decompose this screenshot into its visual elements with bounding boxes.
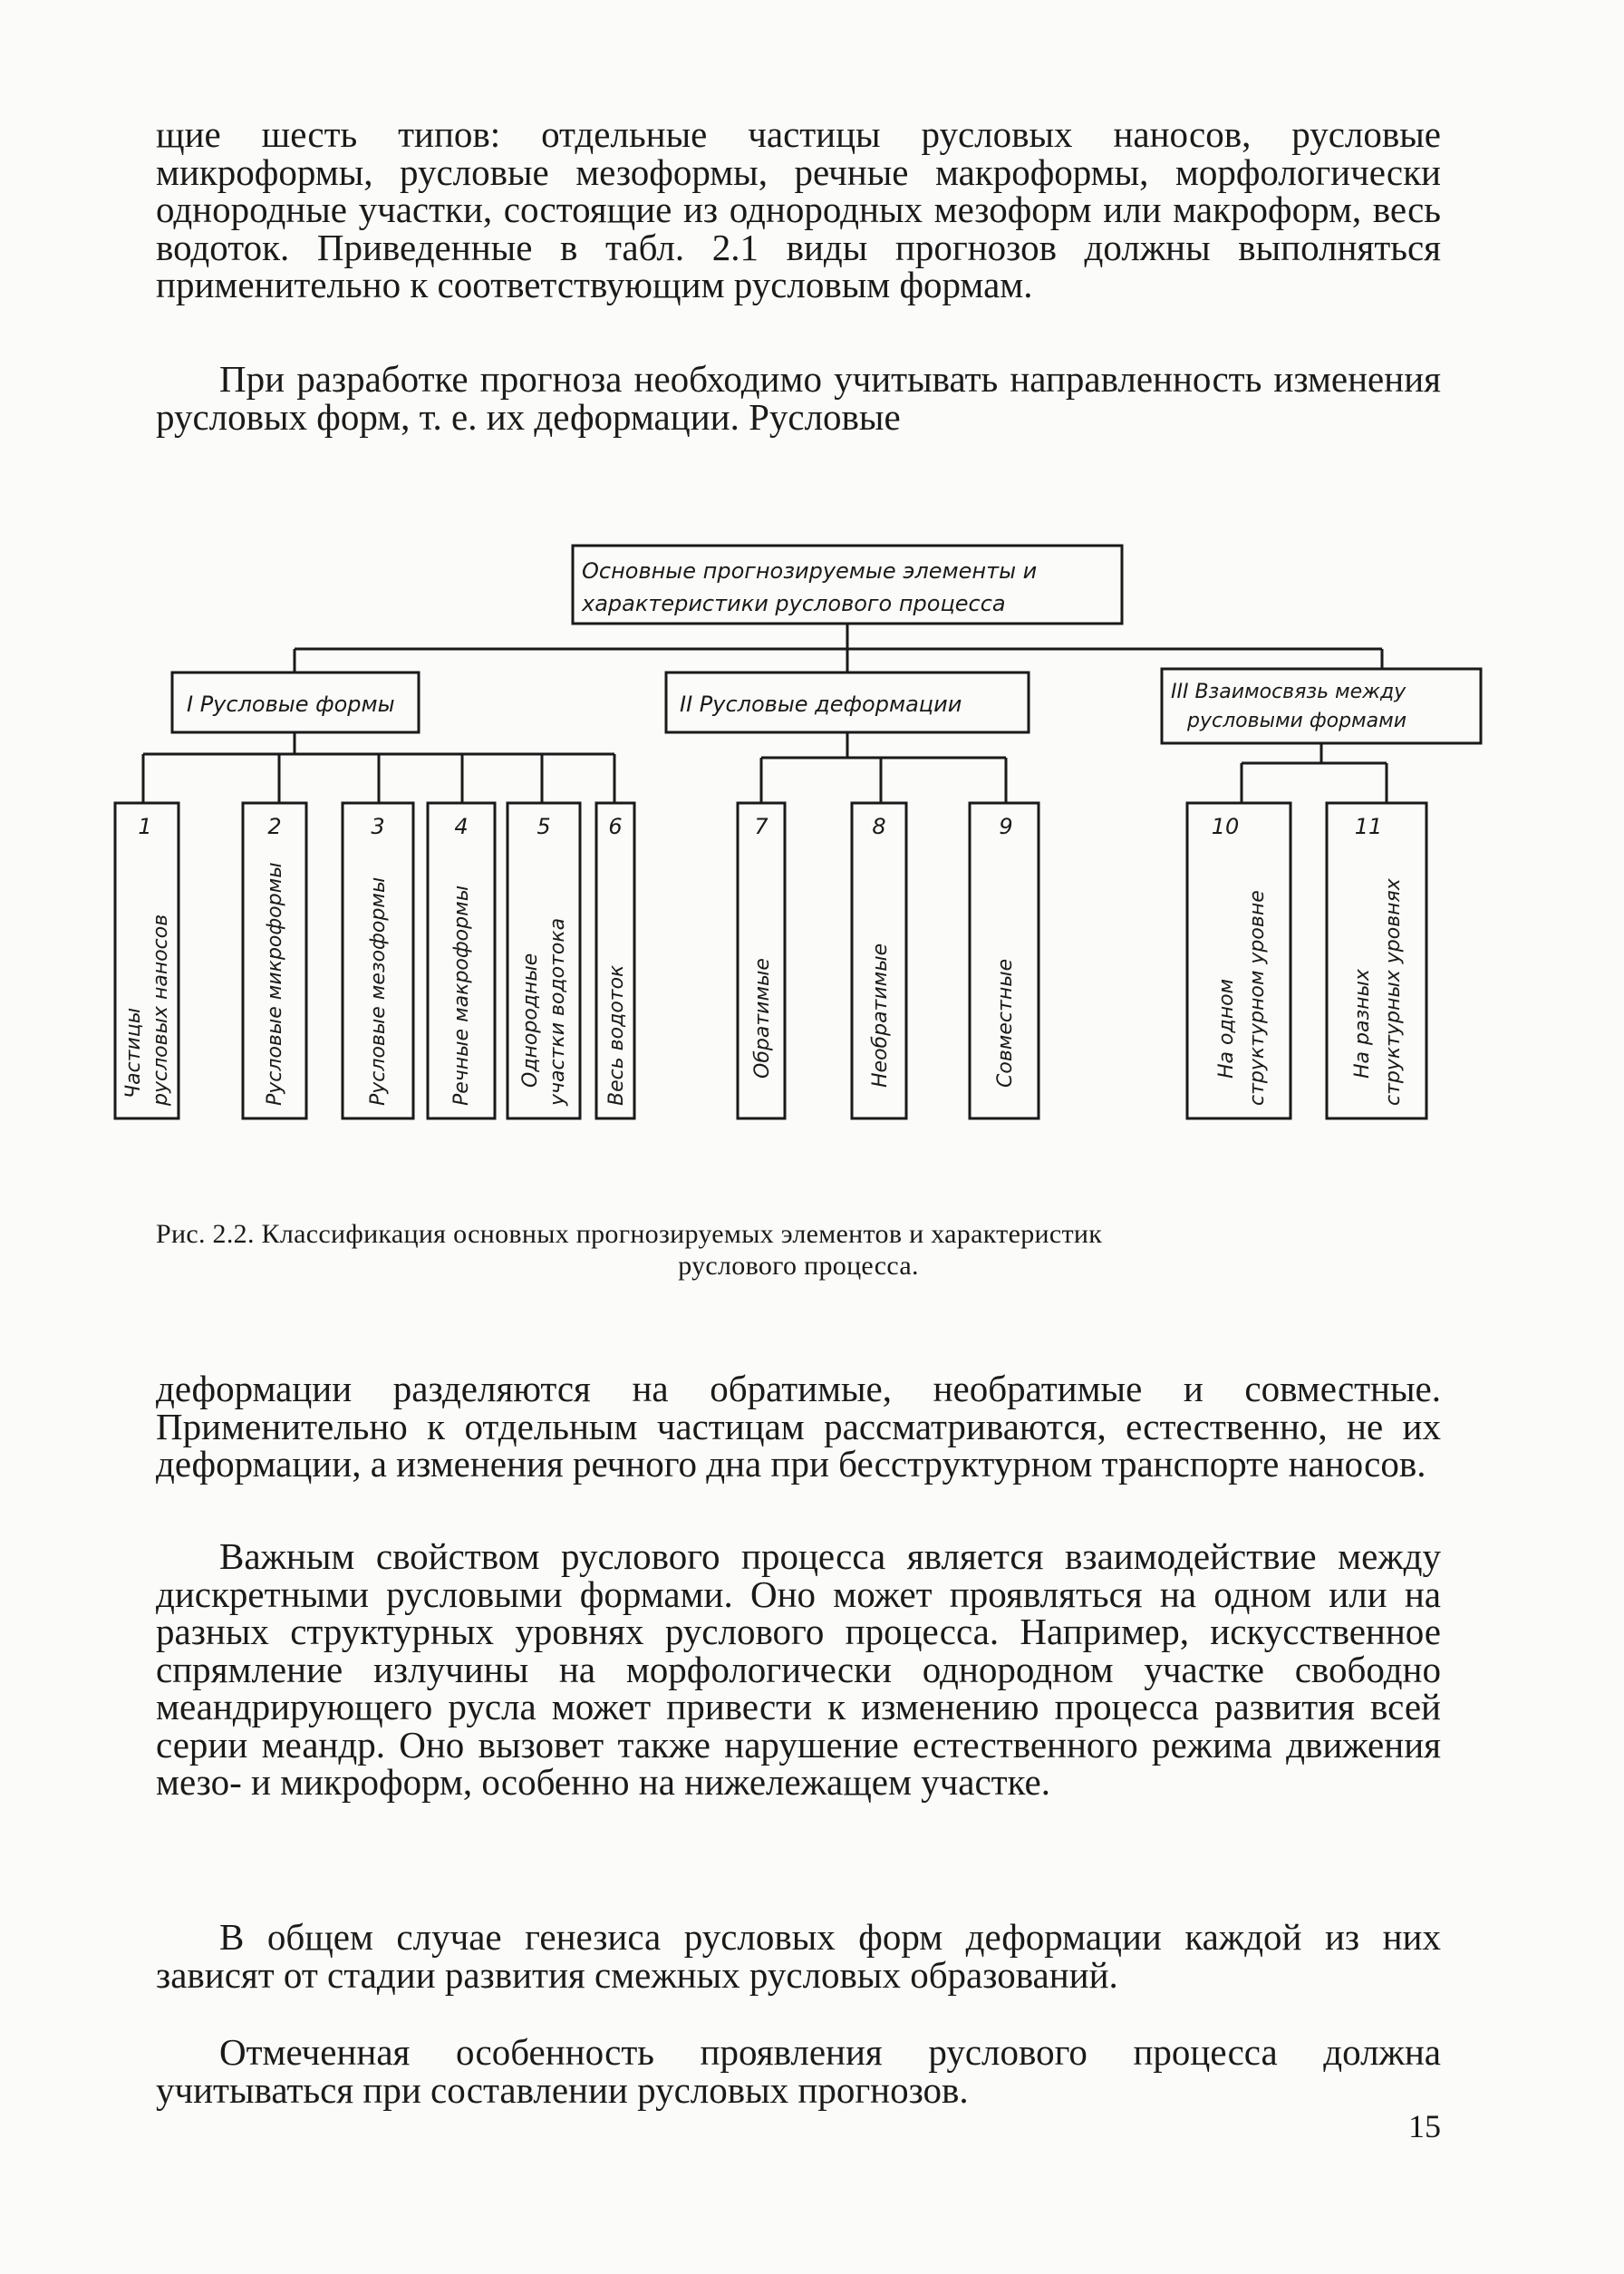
paragraph-continuation: щие шесть типов: отдельные частицы русловых наносов, русловые микроформы, русловые мезоформы, речные макроформы, морфологически однородные участки, состоящие из однородных мезоформ или макроформ, весь водоток. Приведенные в табл. 2.1 виды прогнозов должны выполняться применительно к соответствующим русловым формам.	[156, 113, 1441, 305]
leaf-6-label: Весь водоток	[605, 964, 628, 1106]
paragraph-deformations: деформации разделяются на обратимые, необратимые и совместные. Применительно к отдельным частицам рассматриваются, естественно, не их деформации, а изменения речного дна при бесструктурном транспорте наносов.	[156, 1368, 1441, 1485]
leaf-box-11	[1327, 803, 1426, 1118]
group-3-title-line1: III Взаимосвязь между	[1171, 681, 1406, 703]
leaf-8-number: 8	[872, 814, 886, 839]
leaf-11-label-line2: структурных уровнях	[1382, 878, 1405, 1106]
leaf-9-label: Совместные	[994, 958, 1017, 1088]
leaf-4-label: Речные макроформы	[450, 885, 473, 1106]
paragraph-interaction: Важным свойством руслового процесса является взаимодействие между дискретными русловыми формами. Оно может проявляться на одном или на разных структурных уровнях руслового процесса. Например, искусственное спрямление излучины на морфологически однородном участке свободно меандрирующего русла может привести к изменению процесса развития всей серии меандр. Оно вызовет также нарушение естественного режима движения мезо- и микроформ, особенно на нижележащем участке.	[156, 1535, 1441, 1803]
leaf-1-number: 1	[138, 814, 152, 839]
figure-caption-line2: руслового процесса.	[678, 1251, 919, 1281]
leaf-3-number: 3	[371, 814, 385, 839]
leaf-6-number: 6	[608, 814, 623, 839]
leaf-2-label: Русловые микроформы	[264, 862, 286, 1106]
page-number: 15	[1408, 2108, 1441, 2144]
paragraph-forecast-direction: При разработке прогноза необходимо учитывать направленность изменения русловых форм, т. е. их деформации. Русловые	[156, 358, 1441, 438]
leaf-1-label-line2: русловых наносов	[150, 914, 172, 1106]
leaf-2-number: 2	[267, 814, 282, 839]
root-text-line2: характеристики руслового процесса	[582, 591, 1006, 616]
leaf-box-10	[1187, 803, 1290, 1118]
root-text-line1: Основные прогнозируемые элементы и	[582, 558, 1038, 584]
classification-diagram	[100, 535, 1513, 1187]
leaf-7-number: 7	[754, 814, 768, 839]
leaf-3-label: Русловые мезоформы	[367, 876, 390, 1106]
leaf-5-label-line1: Однородные	[519, 953, 542, 1088]
leaf-7-label: Обратимые	[751, 958, 774, 1079]
leaf-9-number: 9	[999, 814, 1013, 839]
leaf-10-label-line2: структурном уровне	[1246, 890, 1269, 1106]
group-2-title: II Русловые деформации	[680, 692, 962, 717]
leaf-10-label-line1: На одном	[1215, 978, 1238, 1079]
group-1-title: I Русловые формы	[187, 692, 395, 717]
leaf-box-5	[508, 803, 580, 1118]
figure-caption-line1: Рис. 2.2. Классификация основных прогнозируемых элементов и характеристик	[156, 1219, 1103, 1249]
leaf-5-number: 5	[536, 814, 551, 839]
leaf-5-label-line2: участки водотока	[546, 917, 569, 1106]
paragraph-conclusion: Отмеченная особенность проявления руслового процесса должна учитываться при составлении русловых прогнозов.	[156, 2031, 1441, 2111]
leaf-8-label: Необратимые	[869, 943, 892, 1088]
leaf-10-number: 10	[1211, 814, 1240, 839]
leaf-4-number: 4	[454, 814, 469, 839]
leaf-11-label-line1: На разных	[1351, 969, 1374, 1079]
leaf-11-number: 11	[1354, 814, 1383, 839]
group-3-title-line2: русловыми формами	[1187, 710, 1407, 732]
paragraph-genesis: В общем случае генезиса русловых форм деформации каждой из них зависят от стадии развития смежных русловых образований.	[156, 1916, 1441, 1996]
leaf-1-label-line1: Частицы	[122, 1007, 145, 1098]
